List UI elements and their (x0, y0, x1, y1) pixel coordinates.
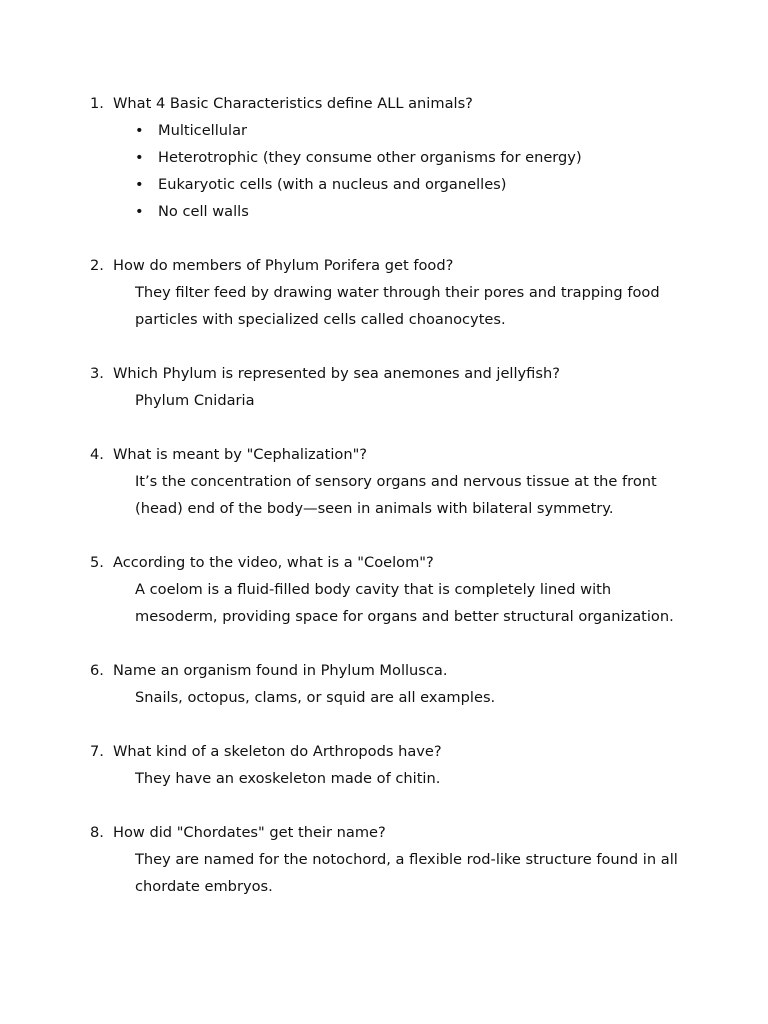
list-item-text: No cell walls (158, 203, 249, 220)
question-item (90, 441, 690, 522)
question-text: What 4 Basic Characteristics define ALL animals? (113, 95, 473, 112)
question-item (90, 657, 690, 711)
answer-text: A coelom is a fluid-filled body cavity that is completely lined with mesoderm, providing space for organs and better structural organization. (135, 581, 674, 625)
list-item (135, 144, 690, 171)
characteristics-list (90, 117, 690, 225)
question-item (90, 549, 690, 630)
question-number: 2. (90, 257, 104, 274)
question-item (90, 252, 690, 333)
question-text: What kind of a skeleton do Arthropods have? (113, 743, 442, 760)
question-number: 7. (90, 743, 104, 760)
bullet-icon: • (135, 203, 144, 220)
answer-text: They are named for the notochord, a flexible rod-like structure found in all chordate embryos. (135, 851, 678, 895)
bullet-icon: • (135, 176, 144, 193)
list-item-text: Multicellular (158, 122, 248, 139)
list-item (135, 171, 690, 198)
question-item (90, 90, 690, 225)
question-text: Which Phylum is represented by sea anemones and jellyfish? (113, 365, 560, 382)
list-item (135, 198, 690, 225)
question-line (90, 819, 690, 846)
list-item (135, 117, 690, 144)
question-text: How did "Chordates" get their name? (113, 824, 386, 841)
question-text: How do members of Phylum Porifera get food? (113, 257, 454, 274)
answer-text: They have an exoskeleton made of chitin. (135, 770, 441, 787)
question-line (90, 360, 690, 387)
question-item (90, 738, 690, 792)
question-number: 6. (90, 662, 104, 679)
answer-text: It’s the concentration of sensory organs and nervous tissue at the front (head) end of the body—seen in animals with bilateral symmetry. (135, 473, 657, 517)
question-number: 5. (90, 554, 104, 571)
question-line (90, 90, 690, 117)
question-text: According to the video, what is a "Coelom"? (113, 554, 434, 571)
document-body (90, 90, 690, 927)
list-item-text: Eukaryotic cells (with a nucleus and organelles) (158, 176, 507, 193)
question-line (90, 441, 690, 468)
question-text: What is meant by "Cephalization"? (113, 446, 368, 463)
question-line (90, 738, 690, 765)
question-item (90, 819, 690, 900)
list-item-text: Heterotrophic (they consume other organisms for energy) (158, 149, 582, 166)
question-number: 3. (90, 365, 104, 382)
question-line (90, 549, 690, 576)
answer-text: They filter feed by drawing water through their pores and trapping food particles with specialized cells called choanocytes. (135, 284, 660, 328)
bullet-icon: • (135, 122, 144, 139)
question-number: 1. (90, 95, 104, 112)
bullet-icon: • (135, 149, 144, 166)
question-line (90, 252, 690, 279)
question-number: 4. (90, 446, 104, 463)
question-text: Name an organism found in Phylum Mollusca. (113, 662, 448, 679)
answer-text: Snails, octopus, clams, or squid are all examples. (135, 689, 496, 706)
question-line (90, 657, 690, 684)
question-number: 8. (90, 824, 104, 841)
answer-text: Phylum Cnidaria (135, 392, 255, 409)
question-item (90, 360, 690, 414)
